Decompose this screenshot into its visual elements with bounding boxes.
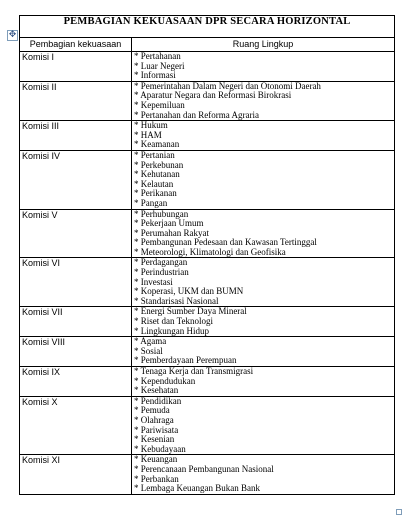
- list-item: * Perkebunan: [134, 160, 184, 170]
- table-row: [20, 121, 395, 151]
- komisi-name: Komisi I: [20, 52, 132, 82]
- list-item: * Perikanan: [134, 189, 177, 199]
- list-item: * Koperasi, UKM dan BUMN: [134, 287, 244, 297]
- list-item: * Perumahan Rakyat: [134, 228, 209, 238]
- table-row: [20, 396, 395, 455]
- list-item: * Luar Negeri: [134, 61, 185, 71]
- ruang-lingkup-list: [132, 81, 395, 120]
- komisi-name: Komisi II: [20, 81, 132, 120]
- list-item: * Pemuda: [134, 406, 170, 416]
- list-item: * Pertanahan dan Reforma Agraria: [134, 110, 259, 120]
- list-item: * Aparatur Negara dan Reformasi Birokrasi: [134, 91, 292, 101]
- table-row: [20, 258, 395, 307]
- ruang-lingkup-list: [132, 307, 395, 337]
- table-body: [20, 16, 395, 495]
- list-item: * Kesehatan: [134, 386, 179, 396]
- list-item: * Perbankan: [134, 474, 179, 484]
- table-row: [20, 52, 395, 82]
- list-item: * Informasi: [134, 71, 176, 81]
- komisi-name: Komisi IX: [20, 367, 132, 397]
- header-ruang-lingkup: Ruang Lingkup: [132, 38, 395, 52]
- table-row: [20, 209, 395, 258]
- ruang-lingkup-list: [132, 396, 395, 455]
- list-item: * Perhubungan: [134, 209, 189, 219]
- table-title: PEMBAGIAN KEKUASAAN DPR SECARA HORIZONTAL: [20, 16, 395, 38]
- table-move-handle-icon[interactable]: ✥: [8, 30, 17, 40]
- ruang-lingkup-list: [132, 52, 395, 82]
- list-item: * Pekerjaan Umum: [134, 219, 204, 229]
- list-item: * Keamanan: [134, 140, 180, 150]
- list-item: * Lingkungan Hidup: [134, 326, 209, 336]
- ruang-lingkup-list: [132, 367, 395, 397]
- komisi-name: Komisi VI: [20, 258, 132, 307]
- table-resize-handle[interactable]: [396, 509, 402, 515]
- ruang-lingkup-list: [132, 121, 395, 151]
- list-item: * Energi Sumber Daya Mineral: [134, 307, 247, 317]
- list-item: * Lembaga Keuangan Bukan Bank: [134, 484, 260, 494]
- list-item: * Sosial: [134, 346, 163, 356]
- list-item: * Perdagangan: [134, 258, 188, 268]
- list-item: * Perencanaan Pembangunan Nasional: [134, 464, 274, 474]
- list-item: * Pemberdayaan Perempuan: [134, 356, 237, 366]
- list-item: * Kelautan: [134, 179, 174, 189]
- list-item: * Pertahanan: [134, 52, 181, 61]
- title-row: [20, 16, 395, 38]
- list-item: * Kesenian: [134, 435, 175, 445]
- list-item: * Agama: [134, 337, 167, 347]
- list-item: * Keuangan: [134, 455, 178, 465]
- list-item: * Kepemiluan: [134, 100, 185, 110]
- komisi-name: Komisi IV: [20, 150, 132, 209]
- list-item: * Investasi: [134, 277, 173, 287]
- list-item: * Riset dan Teknologi: [134, 317, 213, 327]
- list-item: * Olahraga: [134, 415, 174, 425]
- table-row: [20, 337, 395, 367]
- list-item: * Pariwisata: [134, 425, 179, 435]
- list-item: * Kehutanan: [134, 170, 180, 180]
- komisi-name: Komisi VIII: [20, 337, 132, 367]
- list-item: * Pangan: [134, 198, 168, 208]
- list-item: * Pertanian: [134, 150, 175, 160]
- header-row: [20, 38, 395, 52]
- komisi-name: Komisi III: [20, 121, 132, 151]
- list-item: * Hukum: [134, 121, 168, 131]
- list-item: * Meteorologi, Klimatologi dan Geofisika: [134, 247, 286, 257]
- header-pembagian-kekuasaan: Pembagian kekuasaan: [20, 38, 132, 52]
- list-item: * Pembangunan Pedesaan dan Kawasan Tertinggal: [134, 238, 317, 248]
- ruang-lingkup-list: [132, 258, 395, 307]
- table-row: [20, 150, 395, 209]
- list-item: * Tenaga Kerja dan Transmigrasi: [134, 367, 254, 376]
- ruang-lingkup-list: [132, 455, 395, 494]
- komisi-name: Komisi X: [20, 396, 132, 455]
- table-row: [20, 307, 395, 337]
- komisi-name: Komisi XI: [20, 455, 132, 494]
- list-item: * Pemerintahan Dalam Negeri dan Otonomi Daerah: [134, 81, 321, 91]
- table-row: [20, 81, 395, 120]
- ruang-lingkup-list: [132, 209, 395, 258]
- dpr-commission-table: [19, 15, 395, 495]
- komisi-name: Komisi VII: [20, 307, 132, 337]
- table-row: [20, 455, 395, 494]
- komisi-name: Komisi V: [20, 209, 132, 258]
- list-item: * HAM: [134, 130, 162, 140]
- list-item: * Pendidikan: [134, 396, 182, 406]
- list-item: * Perindustrian: [134, 268, 189, 278]
- table-row: [20, 367, 395, 397]
- ruang-lingkup-list: [132, 150, 395, 209]
- list-item: * Standarisasi Nasional: [134, 296, 219, 306]
- list-item: * Kebudayaan: [134, 444, 186, 454]
- list-item: * Kependudukan: [134, 376, 196, 386]
- ruang-lingkup-list: [132, 337, 395, 367]
